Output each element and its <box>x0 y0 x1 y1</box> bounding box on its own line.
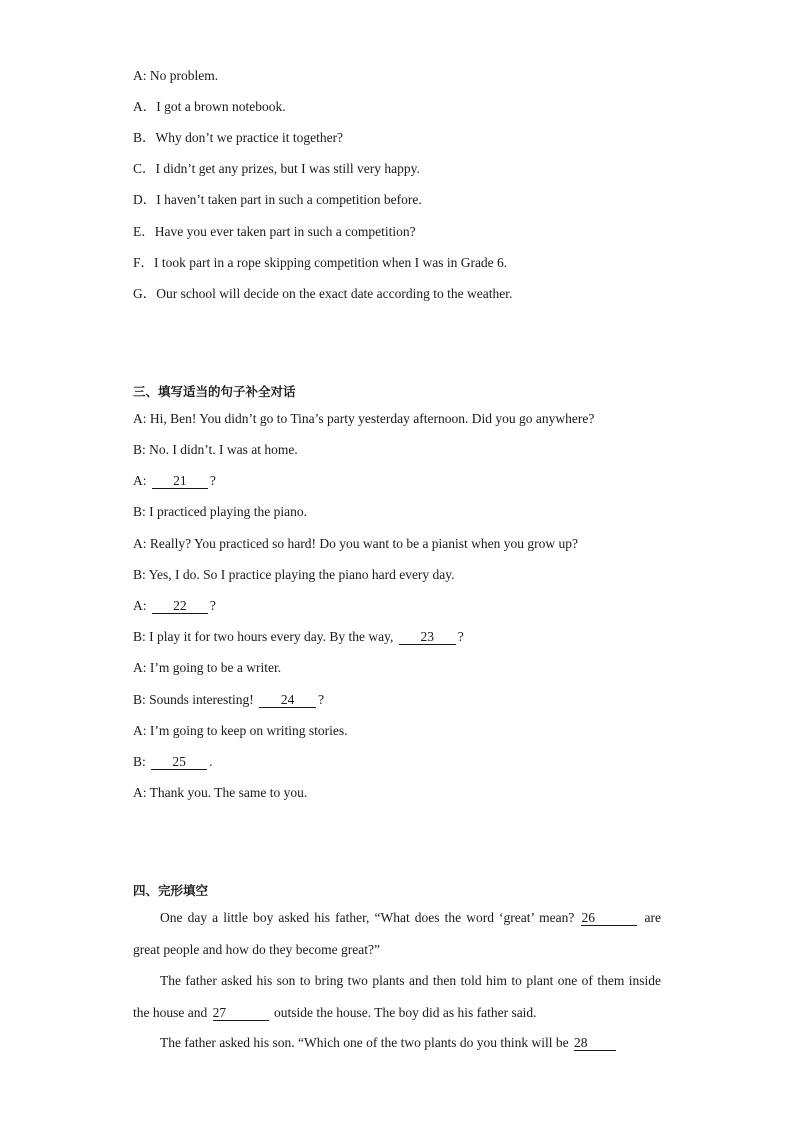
dialogue-line-4: B: I practiced playing the piano. <box>133 504 307 519</box>
option-b: B．Why don’t we practice it together? <box>133 130 344 145</box>
blank-26: 26 <box>581 910 637 926</box>
dialogue-line-3 <box>133 472 216 490</box>
punctuation: ? <box>318 692 325 707</box>
dialogue-line-7 <box>133 597 216 615</box>
dialogue-line-8 <box>133 628 464 646</box>
speaker-label: A: <box>133 473 147 488</box>
dialogue-line-13: A: Thank you. The same to you. <box>133 785 308 800</box>
option-e: E．Have you ever taken part in such a competition? <box>133 224 416 239</box>
dialogue-line-5: A: Really? You practiced so hard! Do you want to be a pianist when you grow up? <box>133 536 579 551</box>
dialogue-text: B: Sounds interesting! <box>133 692 254 707</box>
dialogue-line-9: A: I’m going to be a writer. <box>133 660 282 675</box>
section3-heading: 三、填写适当的句子补全对话 <box>133 384 296 399</box>
option-d: D．I haven’t taken part in such a competition before. <box>133 192 422 207</box>
punctuation: ? <box>209 473 216 488</box>
dialogue-line-11: A: I’m going to keep on writing stories. <box>133 723 348 738</box>
cloze-paragraph-2 <box>133 965 661 1028</box>
blank-28: 28 <box>574 1035 616 1051</box>
blank-27: 27 <box>213 1005 269 1021</box>
cloze-paragraph-1 <box>133 902 661 965</box>
punctuation: . <box>209 754 213 769</box>
dialogue-text: B: I play it for two hours every day. By the way, <box>133 629 394 644</box>
dialogue-line-1: A: Hi, Ben! You didn’t go to Tina’s party yesterday afternoon. Did you go anywhere? <box>133 411 595 426</box>
dialogue-line-6: B: Yes, I do. So I practice playing the piano hard every day. <box>133 567 455 582</box>
dialogue-line-10 <box>133 691 324 709</box>
speaker-label: A: <box>133 598 147 613</box>
cloze-paragraph-3 <box>133 1027 661 1059</box>
dialogue-line-2: B: No. I didn’t. I was at home. <box>133 442 298 457</box>
blank-23: 23 <box>399 629 456 645</box>
paragraph-text: outside the house. The boy did as his father said. <box>273 1004 537 1020</box>
blank-21: 21 <box>152 473 208 489</box>
paragraph-text: The father asked his son to bring two plants and then told him to plant one of them inside the house and <box>133 973 661 1020</box>
blank-22: 22 <box>152 598 208 614</box>
option-a: A．I got a brown notebook. <box>133 99 286 114</box>
speaker-label: B: <box>133 754 146 769</box>
option-g: G．Our school will decide on the exact date according to the weather. <box>133 286 513 301</box>
option-f: F．I took part in a rope skipping competition when I was in Grade 6. <box>133 255 508 270</box>
paragraph-text: are great people and how do they become great?” <box>133 910 662 957</box>
punctuation: ? <box>457 629 464 644</box>
blank-24: 24 <box>259 692 316 708</box>
dialogue-line-12 <box>133 753 213 771</box>
punctuation: ? <box>209 598 216 613</box>
blank-25: 25 <box>151 754 207 770</box>
option-c: C．I didn’t get any prizes, but I was still very happy. <box>133 161 420 176</box>
paragraph-text: The father asked his son. “Which one of the two plants do you think will be <box>160 1035 569 1050</box>
section4-heading: 四、完形填空 <box>133 883 209 898</box>
dialogue-line-answer: A: No problem. <box>133 68 219 83</box>
paragraph-text: One day a little boy asked his father, “What does the word ‘great’ mean? <box>160 910 575 925</box>
